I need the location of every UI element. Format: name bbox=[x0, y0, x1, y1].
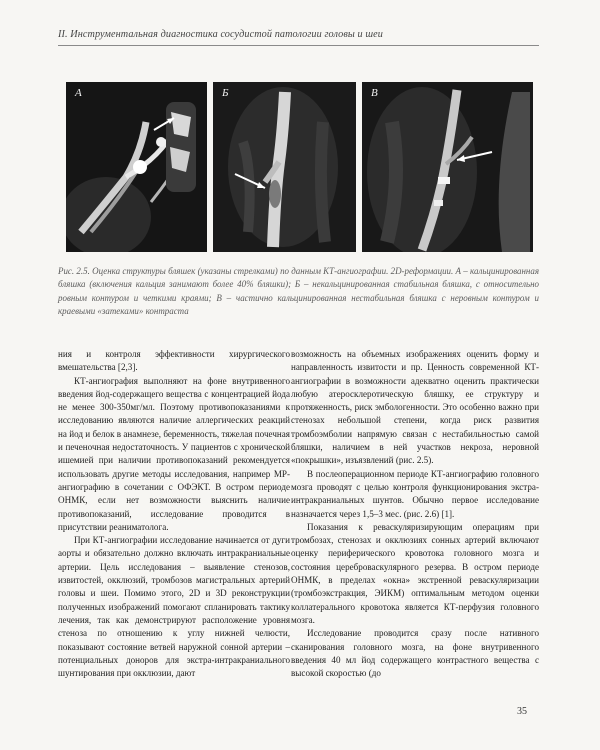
ct-image-b bbox=[213, 82, 356, 252]
right-text-column bbox=[291, 348, 539, 680]
paragraph: При КТ-ангиографии исследование начинается от дуги аорты и обязательно должно включать интракраниальные артерии. Цель исследования – выявление стенозов, извитостей, окклюзий, тромбозов магистральных артерий головы и шеи. Помимо этого, 2D и 3D реконструкции полученных изображений помогают спланировать тактику лечения, так как демонстрируют расположение уровня стеноза по отношению к углу нижней челюсти, показывают состояние ветвей наружной сонной артерии – потенциальных доноров для экстра-интракраниального шунтирования при окклюзии, дают bbox=[58, 535, 290, 679]
panel-letter-c: В bbox=[371, 87, 378, 99]
paragraph: КТ-ангиография выполняют на фоне внутривенного введения йод-содержащего вещества с концентрацией йода не менее 300-350мг/мл. Поэтому противопоказаниями к исследованию являются наличие аллергических реакций на йод и белок в анамнезе, беременность, тяжелая почечная и печеночная недостаточность. У пациентов с хронической ишемией при наличии противопоказаний рекомендуется использовать другие методы исследования, например МР-ангиографию в сочетании с ОФЭКТ. В остром периоде ОНМК, если нет возможности выяснить наличие противопоказаний, исследование проводится в присутствии реаниматолога. bbox=[58, 375, 290, 532]
left-text-column bbox=[58, 348, 290, 680]
page-number: 35 bbox=[517, 706, 527, 717]
figure-caption-label: Рис. 2.5. bbox=[58, 266, 90, 276]
ct-image-c bbox=[362, 82, 533, 252]
paragraph: Показания к реваскуляризирующим операциям при тромбозах, стенозах и окклюзиях сонных артерий включают оценку периферического кровотока головного мозга и состояния цереброваскулярного резерва. В остром периоде ОНМК, в пределах «окна» экстренной реваскуляризации (тромбоэкстракция, ЭИКМ) оптимальным методом оценки коллатерального кровотока является КТ-перфузия головного мозга. bbox=[291, 521, 539, 625]
running-head: II. Инструментальная диагностика сосудистой патологии головы и шеи bbox=[58, 29, 383, 40]
paragraph: ния и контроля эффективности хирургического вмешательства [2,3]. bbox=[58, 349, 290, 373]
figure-caption-text: Оценка структуры бляшек (указаны стрелками) по данным КТ-ангиографии. 2D-реформации. А – кальцинированная бляшка (включения кальция занимают более 40% бляшки); Б – некальцинированная стабильная бляшка, с относительно ровным контуром и четкими краями; В – частично кальцинированная нестабильная бляшка с неровным контуром и краевыми «затеками» контраста bbox=[58, 266, 539, 317]
figure-caption bbox=[58, 265, 539, 319]
paragraph: возможность на объемных изображениях оценить форму и направленность извитости и пр. Ценность современной КТ-ангиографии в возможности адекватно оценить практически любую атеросклеротическую бляшку, ее структуру и протяженность, риск эмбологенности. Это особенно важно при стенозах небольшой степени, когда риск развития тромбоэмболии напрямую связан с нестабильностью самой бляшки, наличием в ней участков некроза, неровной «покрышки», изъязвлений (рис. 2.5). bbox=[291, 349, 539, 466]
figure-panel-a bbox=[66, 82, 207, 252]
header-rule bbox=[58, 45, 539, 46]
paragraph: В послеоперационном периоде КТ-ангиографию головного мозга проводят с целью контроля функционирования экстра-интракраниальных шунтов. Обычно первое исследование назначается через 1,5–3 мес. (рис. 2.6) [1]. bbox=[291, 468, 539, 519]
paragraph: Исследование проводится сразу после нативного сканирования головного мозга, на фоне внутривенного введения 40 мл йод содержащего контрастного вещества с высокой скоростью (до bbox=[291, 628, 539, 679]
ct-image-a bbox=[66, 82, 207, 252]
figure-panel-c bbox=[362, 82, 533, 252]
figure-panel-b bbox=[213, 82, 356, 252]
panel-letter-b: Б bbox=[222, 87, 229, 99]
panel-letter-a: А bbox=[75, 87, 82, 99]
